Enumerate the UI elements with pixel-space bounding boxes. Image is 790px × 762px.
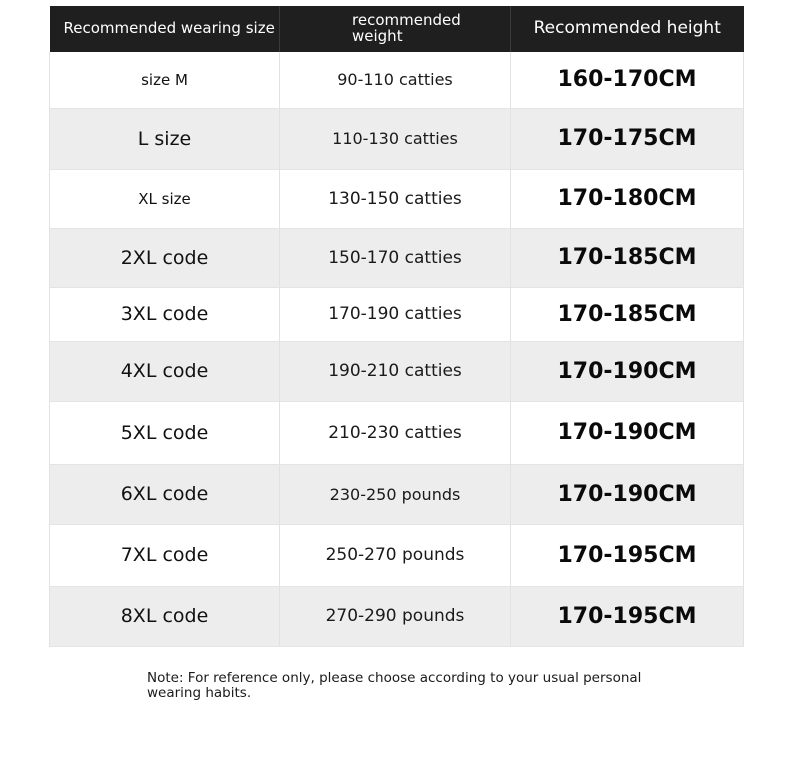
weight-cell: 190-210 catties [280, 341, 511, 401]
table-row [50, 341, 744, 401]
weight-cell: 270-290 pounds [280, 586, 511, 646]
header-height: Recommended height [511, 6, 744, 52]
height-cell: 160-170CM [511, 52, 744, 108]
size-cell: 8XL code [50, 586, 280, 646]
weight-cell: 250-270 pounds [280, 524, 511, 586]
header-wearing-size: Recommended wearing size [50, 6, 280, 52]
weight-cell: 110-130 catties [280, 108, 511, 169]
height-cell: 170-185CM [511, 287, 744, 341]
height-cell: 170-190CM [511, 341, 744, 401]
size-chart-table [49, 6, 744, 647]
height-cell: 170-175CM [511, 108, 744, 169]
height-cell: 170-195CM [511, 524, 744, 586]
weight-cell: 210-230 catties [280, 401, 511, 464]
header-row [50, 6, 744, 52]
size-cell: 5XL code [50, 401, 280, 464]
header-weight-line1: recommended [352, 11, 461, 30]
size-cell: 6XL code [50, 464, 280, 524]
weight-cell: 170-190 catties [280, 287, 511, 341]
weight-cell: 230-250 pounds [280, 464, 511, 524]
size-cell: 4XL code [50, 341, 280, 401]
weight-cell: 90-110 catties [280, 52, 511, 108]
size-cell: XL size [50, 169, 280, 228]
height-cell: 170-180CM [511, 169, 744, 228]
header-weight-line2: weight [352, 27, 403, 45]
weight-cell: 150-170 catties [280, 228, 511, 287]
size-cell: 2XL code [50, 228, 280, 287]
size-cell: 3XL code [50, 287, 280, 341]
height-cell: 170-190CM [511, 401, 744, 464]
size-cell: 7XL code [50, 524, 280, 586]
weight-cell: 130-150 catties [280, 169, 511, 228]
size-cell: size M [50, 52, 280, 108]
height-cell: 170-185CM [511, 228, 744, 287]
table-row [50, 108, 744, 169]
reference-note: Note: For reference only, please choose according to your usual personal wearing habits. [147, 670, 642, 701]
size-cell: L size [50, 108, 280, 169]
table-row [50, 401, 744, 464]
header-weight [280, 6, 511, 52]
table-row [50, 287, 744, 341]
table-row [50, 169, 744, 228]
table-row [50, 524, 744, 586]
table-row [50, 464, 744, 524]
height-cell: 170-195CM [511, 586, 744, 646]
table-row [50, 52, 744, 108]
height-cell: 170-190CM [511, 464, 744, 524]
table-row [50, 586, 744, 646]
table-row [50, 228, 744, 287]
